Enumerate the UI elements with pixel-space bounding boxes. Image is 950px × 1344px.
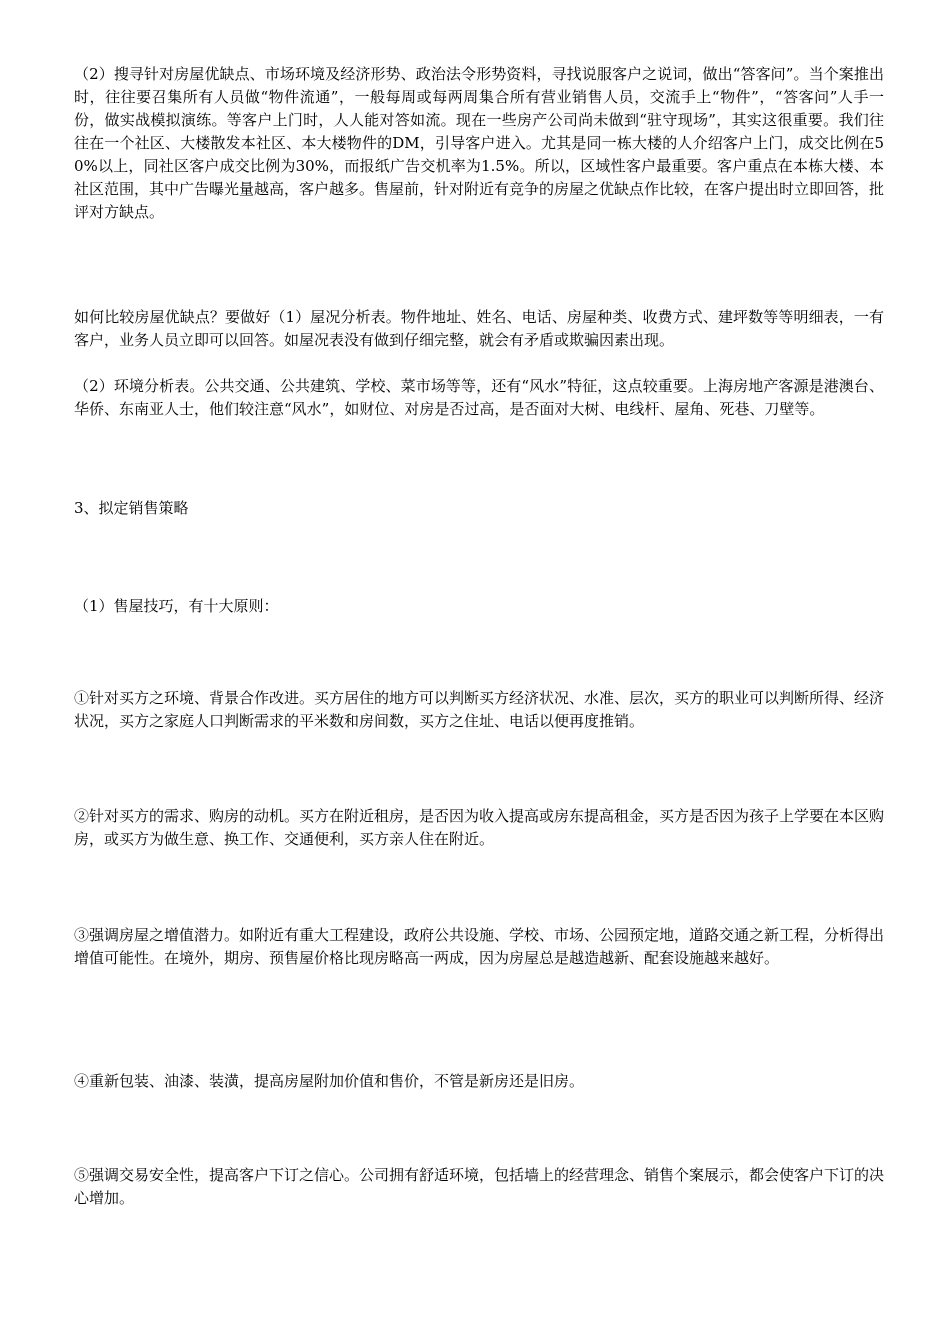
paragraph-answer-prep: （2）搜寻针对房屋优缺点、市场环境及经济形势、政治法令形势资料，寻找说服客户之说词，做出“答客问”。当个案推出时，往往要召集所有人员做“物件流通”，一般每周或每两周集合所有营业销售人员，交流手上“物件”，“答客问”人手一份，做实战模拟演练。等客户上门时，人人能对答如流。现在一些房产公司尚未做到“驻守现场”，其实这很重要。我们往往在一个社区、大楼散发本社区、本大楼物件的DM，引导客户进入。尤其是同一栋大楼的人介绍客户上门，成交比例在50%以上，同社区客户成交比例为30%，而报纸广告交机率为1.5%。所以，区域性客户最重要。客户重点在本栋大楼、本社区范围，其中广告曝光量越高，客户越多。售屋前，针对附近有竞争的房屋之优缺点作比较，在客户提出时立即回答，批评对方缺点。 xyxy=(74,65,885,221)
subheading-selling-principles: （1）售屋技巧，有十大原则： xyxy=(74,597,279,615)
paragraph-environment-analysis: （2）环境分析表。公共交通、公共建筑、学校、菜市场等等，还有“风水”特征，这点较重要。上海房地产客源是港澳台、华侨、东南亚人士，他们较注意“风水”，如财位、对房是否过高，是否面对大树、电线杆、屋角、死巷、刀壁等。 xyxy=(74,377,884,418)
principle-item-4: ④重新包装、油漆、装潢，提高房屋附加价值和售价，不管是新房还是旧房。 xyxy=(74,1072,585,1090)
principle-item-3: ③强调房屋之增值潜力。如附近有重大工程建设，政府公共设施、学校、市场、公园预定地，道路交通之新工程，分析得出增值可能性。在境外，期房、预售屋价格比现房略高一两成，因为房屋总是越造越新、配套设施越来越好。 xyxy=(74,926,885,967)
principle-item-5: ⑤强调交易安全性，提高客户下订之信心。公司拥有舒适环境，包括墙上的经营理念、销售个案展示，都会使客户下订的决心增加。 xyxy=(74,1166,885,1207)
section-heading-sales-strategy: 3、拟定销售策略 xyxy=(74,499,189,517)
paragraph-property-analysis: 如何比较房屋优缺点？要做好（1）屋况分析表。物件地址、姓名、电话、房屋种类、收费方式、建坪数等等明细表，一有客户，业务人员立即可以回答。如屋况表没有做到仔细完整，就会有矛盾或欺骗因素出现。 xyxy=(74,308,884,349)
principle-item-2: ②针对买方的需求、购房的动机。买方在附近租房，是否因为收入提高或房东提高租金，买方是否因为孩子上学要在本区购房，或买方为做生意、换工作、交通便利，买方亲人住在附近。 xyxy=(74,807,885,848)
principle-item-1: ①针对买方之环境、背景合作改进。买方居住的地方可以判断买方经济状况、水准、层次，买方的职业可以判断所得、经济状况，买方之家庭人口判断需求的平米数和房间数，买方之住址、电话以便再度推销。 xyxy=(74,689,885,730)
